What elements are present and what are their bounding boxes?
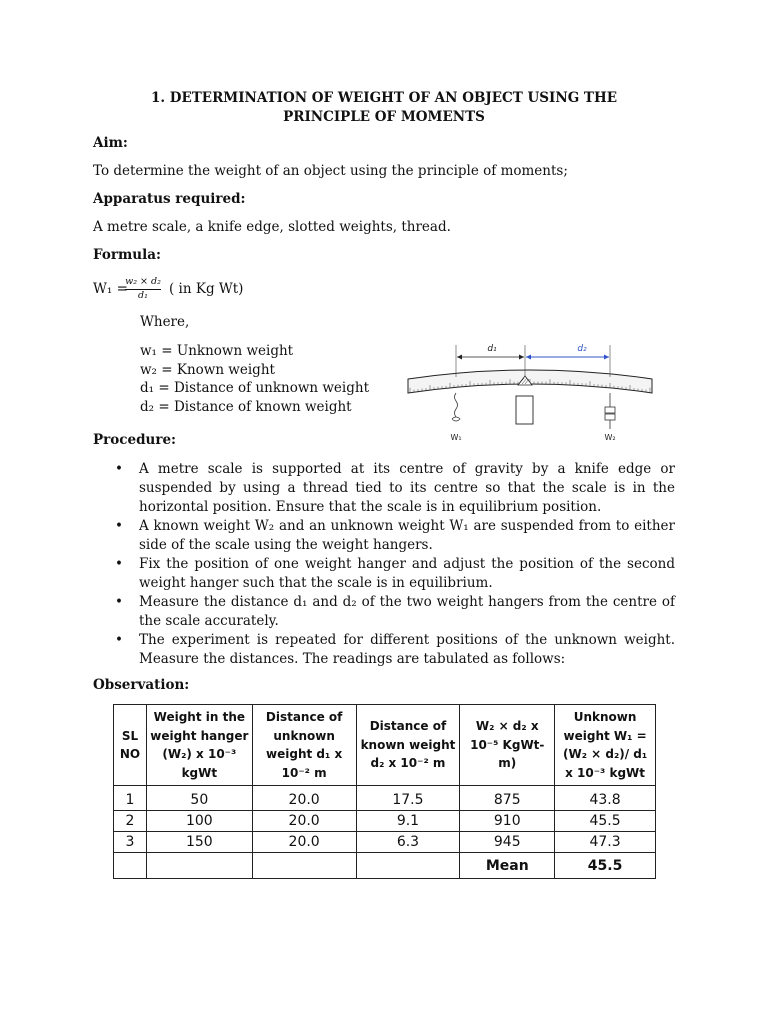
- formula-unit: ( in Kg Wt): [169, 281, 244, 297]
- formula-numerator: w₂ × d₂: [125, 276, 161, 290]
- table-row: [114, 811, 656, 832]
- document-title: 1. DETERMINATION OF WEIGHT OF AN OBJECT USING THE PRINCIPLE OF MOMENTS: [150, 90, 618, 125]
- formula-fraction: [125, 276, 161, 302]
- column-header-moment: W₂ × d₂ x 10⁻⁵ KgWt-m): [460, 705, 555, 786]
- unknown-weight-hanger: [450, 393, 461, 442]
- formula-denominator: d₁: [138, 290, 148, 301]
- bullet: •: [115, 461, 123, 477]
- table-cell: 20.0: [252, 832, 356, 853]
- observation-table: [113, 704, 656, 879]
- procedure-step: [93, 593, 675, 631]
- table-row: [114, 786, 656, 811]
- table-cell-empty: [356, 853, 460, 879]
- table-cell-empty: [252, 853, 356, 879]
- procedure-step: [93, 517, 675, 555]
- table-cell: 875: [460, 786, 555, 811]
- definition-item: w₂ = Known weight: [140, 361, 275, 378]
- mean-value: 45.5: [555, 853, 656, 879]
- d2-label: d₂: [577, 344, 587, 354]
- table-cell: 6.3: [356, 832, 460, 853]
- table-cell-empty: [146, 853, 252, 879]
- table-cell: 9.1: [356, 811, 460, 832]
- procedure-step-text: Measure the distance d₁ and d₂ of the two weight hangers from the centre of the scale accurately.: [139, 594, 675, 629]
- apparatus-heading: Apparatus required:: [93, 191, 246, 207]
- table-row: [114, 832, 656, 853]
- procedure-list: [93, 460, 675, 669]
- bullet: •: [115, 594, 123, 610]
- table-cell: 910: [460, 811, 555, 832]
- table-cell: 17.5: [356, 786, 460, 811]
- table-cell: 47.3: [555, 832, 656, 853]
- definition-item: w₁ = Unknown weight: [140, 343, 294, 359]
- table-cell: 100: [146, 811, 252, 832]
- table-cell: 45.5: [555, 811, 656, 832]
- table-header-row: [114, 705, 656, 786]
- procedure-step: [93, 555, 675, 593]
- procedure-step: [93, 460, 675, 517]
- column-header-distance-unknown: Distance of unknown weight d₁ x 10⁻² m: [252, 705, 356, 786]
- table-cell: 945: [460, 832, 555, 853]
- column-header-sl-no: SL NO: [114, 705, 147, 786]
- table-cell: 20.0: [252, 811, 356, 832]
- definitions-list: [140, 342, 369, 416]
- table-cell: 150: [146, 832, 252, 853]
- w2-label: W₂: [604, 433, 616, 442]
- formula-heading: Formula:: [93, 247, 161, 263]
- table-cell: 50: [146, 786, 252, 811]
- definition-item: d₂ = Distance of known weight: [140, 398, 352, 415]
- formula-lhs: W₁ =: [93, 281, 128, 297]
- table-cell-empty: [114, 853, 147, 879]
- w1-label: W₁: [450, 433, 462, 442]
- observation-heading: Observation:: [93, 677, 190, 693]
- column-header-known-weight: Weight in the weight hanger (W₂) x 10⁻³ kgWt: [146, 705, 252, 786]
- moments-diagram: [404, 337, 656, 447]
- procedure-step: [93, 631, 675, 669]
- column-header-unknown-weight: Unknown weight W₁ = (W₂ × d₂)/ d₁ x 10⁻³ kgWt: [555, 705, 656, 786]
- aim-text: To determine the weight of an object using the principle of moments;: [93, 163, 568, 179]
- table-cell: 1: [114, 786, 147, 811]
- table-cell: 20.0: [252, 786, 356, 811]
- procedure-step-text: A metre scale is supported at its centre of gravity by a knife edge or suspended by using a thread tied to its centre so that the scale is in the horizontal position. Ensure that the scale is in equilibrium position.: [139, 461, 675, 515]
- table-cell: 2: [114, 811, 147, 832]
- aim-heading: Aim:: [93, 135, 128, 151]
- d1-label: d₁: [487, 344, 497, 354]
- mean-label: Mean: [460, 853, 555, 879]
- bullet: •: [115, 632, 123, 648]
- procedure-step-text: The experiment is repeated for different positions of the unknown weight. Measure the distances. The readings are tabulated as follows:: [139, 632, 675, 667]
- bullet: •: [115, 518, 123, 534]
- apparatus-text: A metre scale, a knife edge, slotted weights, thread.: [93, 219, 451, 235]
- known-weight-hanger: [604, 393, 615, 442]
- definition-item: d₁ = Distance of unknown weight: [140, 380, 369, 396]
- where-label: Where,: [140, 314, 190, 330]
- procedure-step-text: A known weight W₂ and an unknown weight W₁ are suspended from to either side of the scale using the weight hangers.: [139, 518, 675, 553]
- procedure-step-text: Fix the position of one weight hanger and adjust the position of the second weight hanger such that the scale is in equilibrium.: [139, 556, 675, 591]
- table-cell: 3: [114, 832, 147, 853]
- procedure-heading: Procedure:: [93, 432, 177, 448]
- bullet: •: [115, 556, 123, 572]
- metre-scale: [408, 370, 652, 393]
- table-cell: 43.8: [555, 786, 656, 811]
- mean-row: [114, 853, 656, 879]
- column-header-distance-known: Distance of known weight d₂ x 10⁻² m: [356, 705, 460, 786]
